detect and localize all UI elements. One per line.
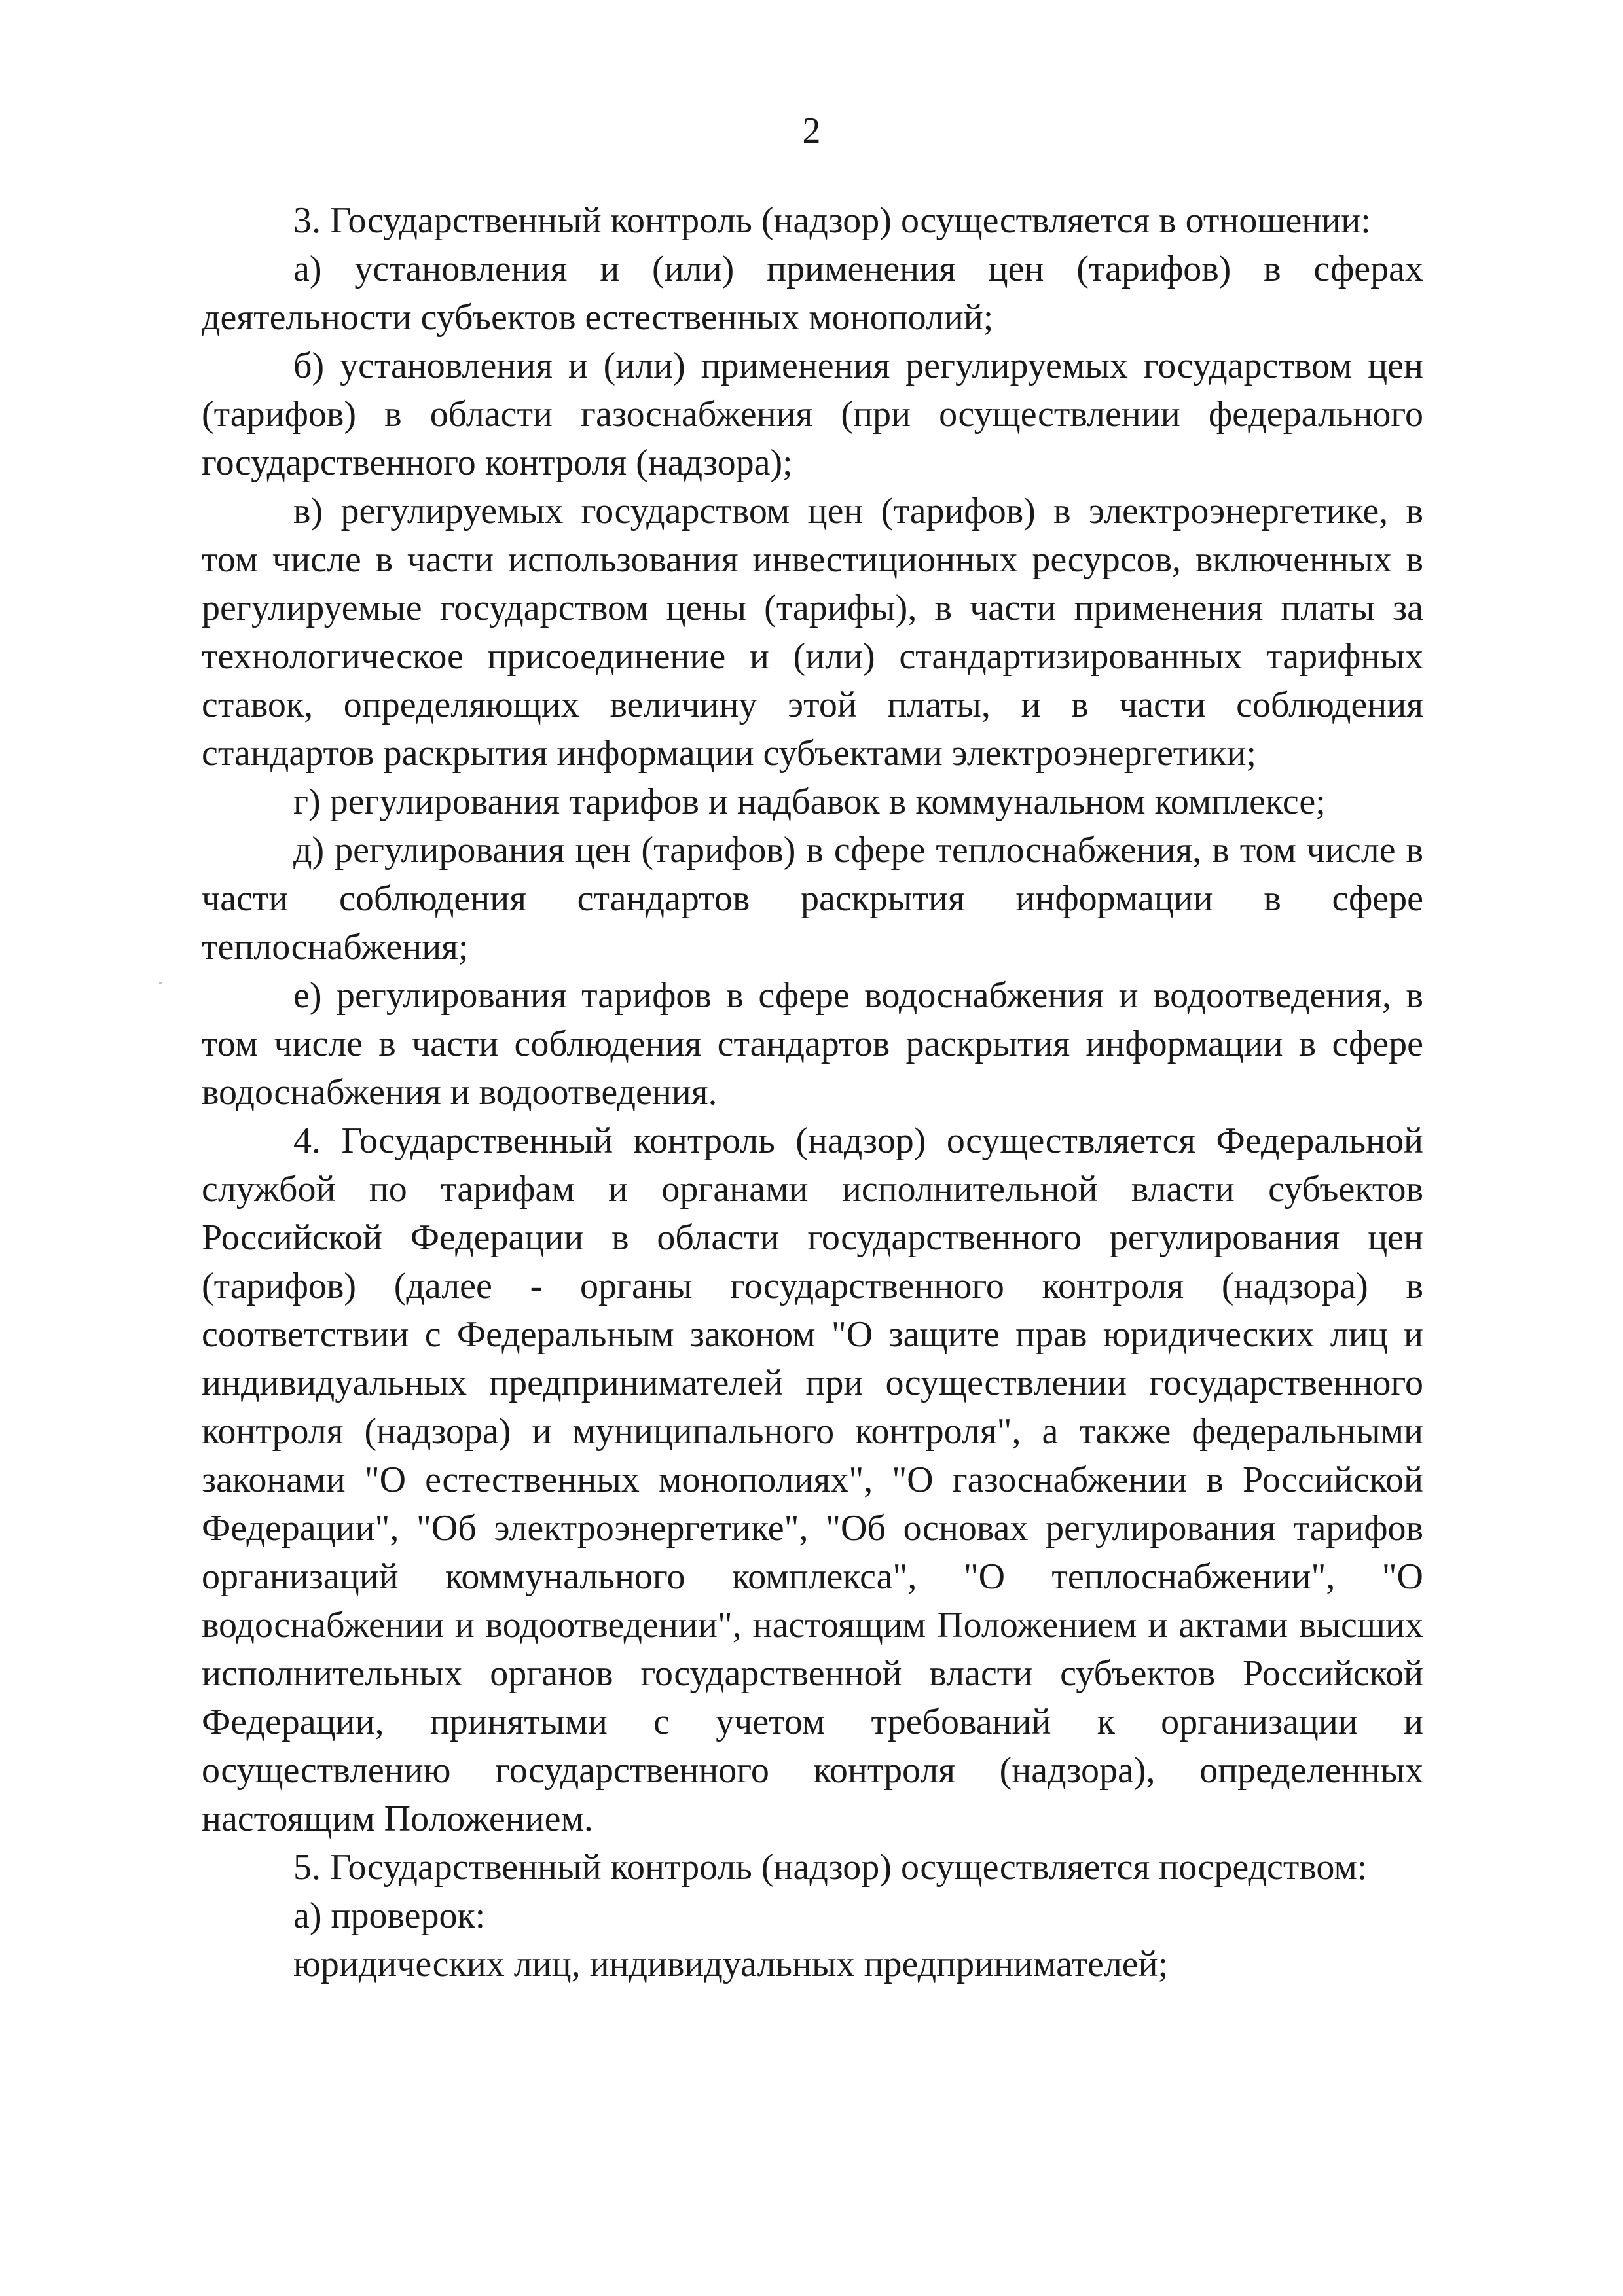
paragraph-3: 3. Государственный контроль (надзор) осуществляется в отношении: [293,200,1371,241]
paragraph-3e: е) регулирования тарифов в сфере водоснабжения и водоотведения, в том числе в части соблюдения стандартов раскрытия информации в сфере водоснабжения и водоотведения. [202,975,1423,1113]
scan-speck [159,982,162,984]
paragraph-5a: а) проверок: [293,1895,486,1936]
paragraph-5a-item: юридических лиц, индивидуальных предпринимателей; [293,1944,1169,1984]
paragraph-3g: г) регулирования тарифов и надбавок в коммунальном комплексе; [293,781,1326,822]
paragraph-4: 4. Государственный контроль (надзор) осуществляется Федеральной службой по тарифам и органами исполнительной власти субъектов Российской Федерации в области государственного регулирования цен (тарифов) (далее - органы государственного контроля (надзора) в соответствии с Федеральным законом "О защите прав юридических лиц и индивидуальных предпринимателей при осуществлении государственного контроля (надзора) и муниципального контроля", а также федеральными законами "О естественных монополиях", "О газоснабжении в Российской Федерации", "Об электроэнергетике", "Об основах регулирования тарифов организаций коммунального комплекса", "О теплоснабжении", "О водоснабжении и водоотведении", настоящим Положением и актами высших исполнительных органов государственной власти субъектов Российской Федерации, принятыми с учетом требований к организации и осуществлению государственного контроля (надзора), определенных настоящим Положением. [202,1121,1423,1839]
document-body [202,196,1423,1988]
paragraph-3a: а) установления и (или) применения цен (тарифов) в сферах деятельности субъектов естественных монополий; [202,249,1423,338]
paragraph-3d: д) регулирования цен (тарифов) в сфере теплоснабжения, в том числе в части соблюдения стандартов раскрытия информации в сфере теплоснабжения; [202,830,1423,967]
paragraph-3v: в) регулируемых государством цен (тарифов) в электроэнергетике, в том числе в части использования инвестиционных ресурсов, включенных в регулируемые государством цены (тарифы), в части применения платы за технологическое присоединение и (или) стандартизированных тарифных ставок, определяющих величину этой платы, и в части соблюдения стандартов раскрытия информации субъектами электроэнергетики; [202,491,1423,774]
page-number: 2 [802,111,821,151]
paragraph-3b: б) установления и (или) применения регулируемых государством цен (тарифов) в области газоснабжения (при осуществлении федерального государственного контроля (надзора); [202,346,1423,483]
paragraph-5: 5. Государственный контроль (надзор) осуществляется посредством: [293,1847,1368,1888]
